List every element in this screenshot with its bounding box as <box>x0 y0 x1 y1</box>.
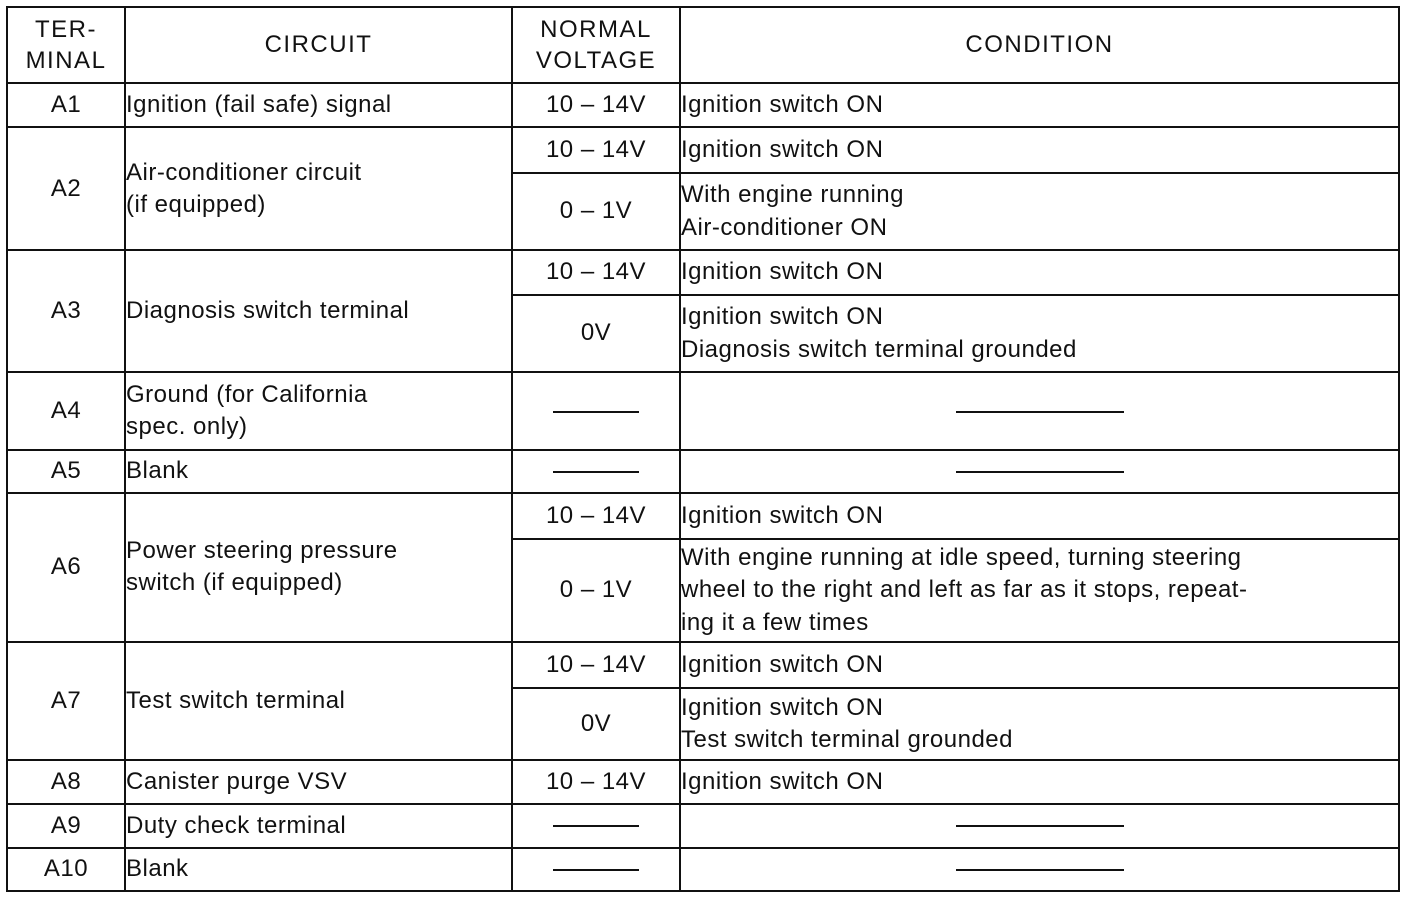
condition-cell <box>680 688 1399 760</box>
condition-line: With engine running at idle speed, turning steering <box>681 543 1242 571</box>
voltage-cell: 10 – 14V <box>512 83 680 127</box>
terminal-cell: A2 <box>7 127 125 250</box>
voltage-cell: 10 – 14V <box>512 642 680 688</box>
condition-cell <box>680 493 1399 539</box>
condition-cell <box>680 804 1399 847</box>
condition-line: With engine running <box>681 181 904 209</box>
table-row <box>7 250 1399 294</box>
table-row <box>7 848 1399 891</box>
condition-line: ing it a few times <box>681 608 869 636</box>
voltage-header-line: NORMAL <box>540 15 652 43</box>
circuit-cell <box>125 493 512 642</box>
circuit-line: Ignition (fail safe) signal <box>126 90 392 118</box>
circuit-cell <box>125 250 512 372</box>
condition-not-applicable-dash <box>956 411 1124 413</box>
condition-line: Ignition switch ON <box>681 258 884 286</box>
condition-cell <box>680 173 1399 251</box>
condition-cell <box>680 539 1399 642</box>
circuit-line: switch (if equipped) <box>126 569 343 597</box>
voltage-cell: 0V <box>512 295 680 373</box>
condition-not-applicable-dash <box>956 869 1124 871</box>
condition-line: wheel to the right and left as far as it stops, repeat- <box>681 576 1248 604</box>
condition-cell <box>680 760 1399 804</box>
table-row <box>7 493 1399 539</box>
voltage-header-line: VOLTAGE <box>535 47 657 74</box>
condition-line: Diagnosis switch terminal grounded <box>681 335 1077 363</box>
terminal-cell: A3 <box>7 250 125 372</box>
condition-cell <box>680 848 1399 891</box>
circuit-cell <box>125 83 512 127</box>
table-row <box>7 450 1399 492</box>
voltage-cell <box>512 848 680 891</box>
terminal-cell: A10 <box>7 848 125 891</box>
voltage-not-applicable-dash <box>553 471 639 473</box>
circuit-line: Ground (for California <box>126 380 368 408</box>
condition-cell <box>680 372 1399 450</box>
terminal-cell: A1 <box>7 83 125 127</box>
terminal-header <box>7 7 125 83</box>
terminal-cell: A4 <box>7 372 125 450</box>
condition-line: Air-conditioner ON <box>681 213 888 241</box>
circuit-line: Canister purge VSV <box>126 767 348 795</box>
condition-not-applicable-dash <box>956 471 1124 473</box>
table-body <box>7 83 1399 891</box>
voltage-header <box>512 7 680 83</box>
condition-line: Ignition switch ON <box>681 90 884 118</box>
voltage-cell: 0 – 1V <box>512 173 680 251</box>
circuit-line: Diagnosis switch terminal <box>126 297 410 325</box>
voltage-cell <box>512 450 680 492</box>
table-row <box>7 83 1399 127</box>
condition-line: Ignition switch ON <box>681 501 884 529</box>
terminal-header-line: TER- <box>35 15 97 43</box>
circuit-cell <box>125 760 512 804</box>
condition-line: Ignition switch ON <box>681 693 884 721</box>
voltage-cell <box>512 372 680 450</box>
circuit-line: Blank <box>126 457 189 485</box>
circuit-cell <box>125 642 512 760</box>
condition-cell <box>680 83 1399 127</box>
circuit-cell <box>125 848 512 891</box>
condition-cell <box>680 642 1399 688</box>
voltage-not-applicable-dash <box>553 411 639 413</box>
table-row <box>7 127 1399 172</box>
table-row <box>7 760 1399 804</box>
table-row <box>7 804 1399 847</box>
terminal-cell: A9 <box>7 804 125 847</box>
terminal-voltage-spec-sheet <box>6 6 1398 892</box>
circuit-line: Air-conditioner circuit <box>126 158 362 186</box>
condition-cell <box>680 450 1399 492</box>
terminal-cell: A5 <box>7 450 125 492</box>
condition-line: Ignition switch ON <box>681 650 884 678</box>
voltage-not-applicable-dash <box>553 825 639 827</box>
circuit-cell <box>125 127 512 250</box>
voltage-cell: 10 – 14V <box>512 127 680 172</box>
condition-not-applicable-dash <box>956 825 1124 827</box>
table-row <box>7 642 1399 688</box>
voltage-cell: 10 – 14V <box>512 250 680 294</box>
circuit-line: Blank <box>126 855 189 883</box>
voltage-cell: 0V <box>512 688 680 760</box>
condition-header: CONDITION <box>680 7 1399 83</box>
terminal-cell: A8 <box>7 760 125 804</box>
circuit-line: Test switch terminal <box>126 686 346 714</box>
voltage-cell <box>512 804 680 847</box>
condition-line: Ignition switch ON <box>681 767 884 795</box>
terminal-voltage-table <box>6 6 1400 892</box>
voltage-cell: 10 – 14V <box>512 760 680 804</box>
voltage-not-applicable-dash <box>553 869 639 871</box>
condition-cell <box>680 250 1399 294</box>
condition-cell <box>680 295 1399 373</box>
circuit-line: Power steering pressure <box>126 536 398 564</box>
condition-line: Ignition switch ON <box>681 303 884 331</box>
circuit-line: Duty check terminal <box>126 811 347 839</box>
circuit-cell <box>125 450 512 492</box>
voltage-cell: 0 – 1V <box>512 539 680 642</box>
circuit-line: (if equipped) <box>126 190 266 218</box>
circuit-cell <box>125 372 512 450</box>
condition-line: Ignition switch ON <box>681 135 884 163</box>
circuit-header: CIRCUIT <box>125 7 512 83</box>
condition-line: Test switch terminal grounded <box>681 725 1013 753</box>
terminal-header-line: MINAL <box>25 47 107 74</box>
table-row <box>7 372 1399 450</box>
condition-cell <box>680 127 1399 172</box>
voltage-cell: 10 – 14V <box>512 493 680 539</box>
circuit-line: spec. only) <box>126 413 248 441</box>
header-row <box>7 7 1399 83</box>
terminal-cell: A7 <box>7 642 125 760</box>
circuit-cell <box>125 804 512 847</box>
terminal-cell: A6 <box>7 493 125 642</box>
